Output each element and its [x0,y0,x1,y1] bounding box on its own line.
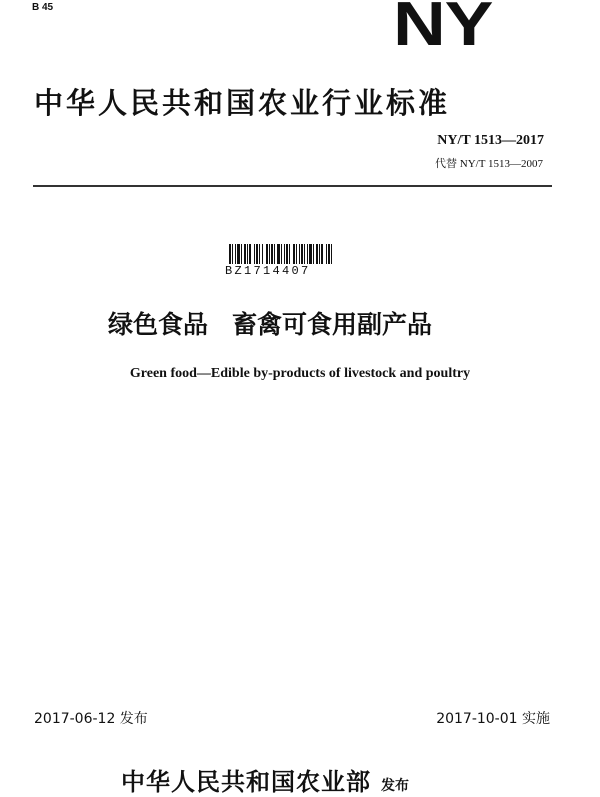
standard-type-title: 中华人民共和国农业行业标准 [34,86,451,120]
barcode-icon [229,244,333,264]
issue-date: 2017-06-12 发布 [34,711,148,727]
replaces-note: 代替 NY/T 1513—2007 [435,158,543,170]
publisher-footer [121,762,409,797]
document-title-en: Green food—Edible by-products of livestock and poultry [129,366,471,381]
header-divider [33,185,552,187]
document-title-cn [108,305,508,341]
implementation-date: 2017-10-01 实施 [436,711,550,727]
title-cn-part1: 绿色食品 [108,310,209,339]
ccs-code: B 45 [32,2,54,13]
standard-logo: NY [393,0,493,59]
barcode-number: BZ1714407 [225,264,311,278]
issued-label: 发布 [381,778,409,794]
title-cn-part2: 畜禽可食用副产品 [232,310,433,339]
standard-number: NY/T 1513—2017 [437,133,544,148]
publisher-name: 中华人民共和国农业部 [121,768,371,796]
